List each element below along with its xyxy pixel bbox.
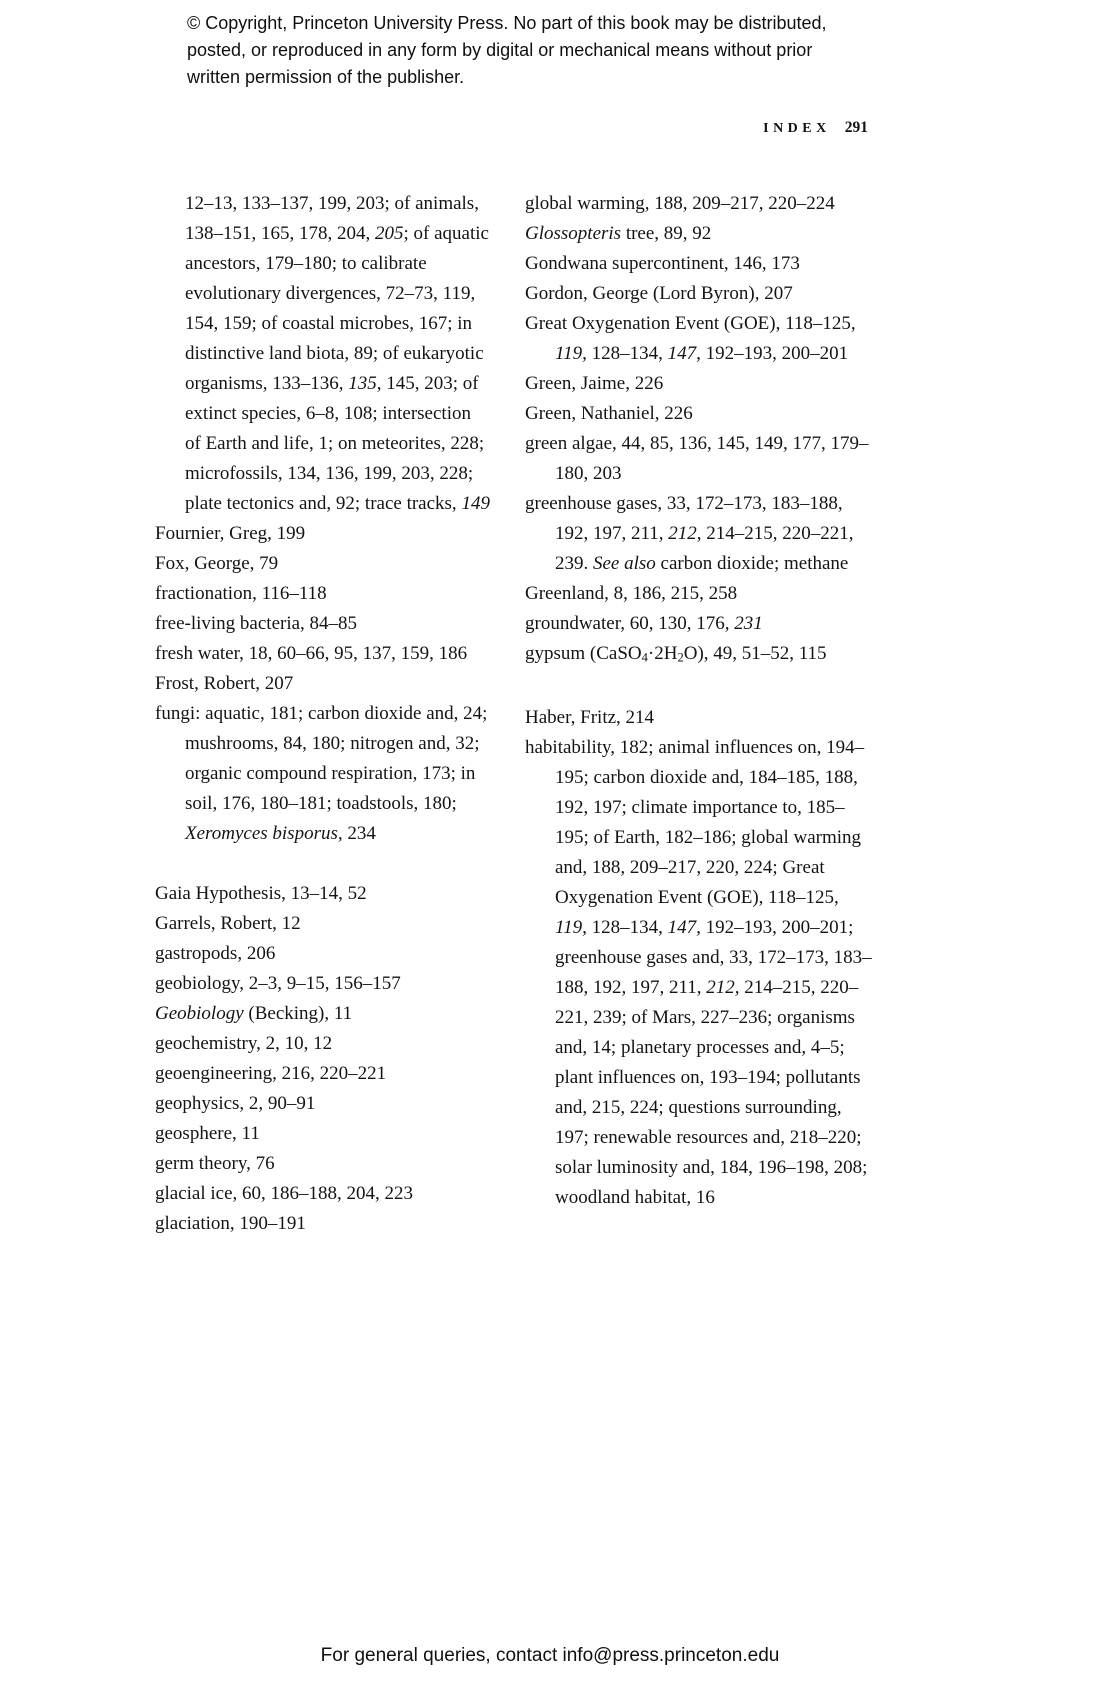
entry-text: glacial ice, 60, 186–188, 204, 223: [155, 1183, 414, 1204]
entry-text: geosphere, 11: [155, 1123, 260, 1144]
entry-text-italic: 231: [734, 613, 763, 634]
index-entry: [155, 519, 490, 549]
page-number: 291: [844, 119, 868, 136]
entry-text-italic: Geobiology: [155, 1003, 244, 1024]
entry-text-italic: 149: [461, 493, 490, 514]
index-entry: [155, 579, 490, 609]
entry-text-italic: See also: [593, 553, 656, 574]
index-entry: [155, 879, 490, 909]
index-entry: [155, 909, 490, 939]
entry-text-italic: 119,: [555, 916, 587, 938]
entry-text: , 214–215, 220–221, 239.: [555, 523, 854, 574]
index-entry: [155, 639, 490, 669]
entry-text-italic: 205: [375, 223, 404, 244]
entry-text-italic: 147,: [667, 343, 701, 364]
entry-text: geoengineering, 216, 220–221: [155, 1063, 387, 1084]
index-entry: [155, 1089, 490, 1119]
index-entry: [525, 733, 875, 1213]
entry-text-italic: 212,: [706, 976, 740, 998]
entry-text: Garrels, Robert, 12: [155, 913, 301, 934]
entry-group-gap: [525, 673, 875, 703]
entry-text: 214–215, 220–221, 239; of Mars, 227–236; organisms and, 14; planetary processes and, 4–5; plant influences on, 193–194; pollutants and, 215, 224; questions surrounding, 197; renewable resources and, 218–220; solar luminosity and, 184, 196–198, 208; woodland habitat, 16: [555, 976, 868, 1208]
index-entry: [155, 999, 490, 1029]
entry-text: fungi: aquatic, 181; carbon dioxide and, 24; mushrooms, 84, 180; nitrogen and, 32; organic compound respiration, 173; in soil, 176, 180–181; toadstools, 180;: [155, 703, 488, 814]
entry-text: Fox, George, 79: [155, 553, 279, 574]
index-entry: [525, 249, 875, 279]
entry-text: 145, 203; of extinct species, 6–8, 108; intersection of Earth and life, 1; on meteorites, 228; microfossils, 134, 136, 199, 203, 228; plate tectonics and, 92; trace tracks,: [185, 373, 485, 514]
entry-text: carbon dioxide; methane: [655, 553, 849, 574]
index-entry: [525, 369, 875, 399]
entry-text: green algae, 44, 85, 136, 145, 149, 177, 179–180, 203: [525, 433, 869, 484]
index-entry: [155, 609, 490, 639]
entry-text: geochemistry, 2, 10, 12: [155, 1033, 333, 1054]
entry-text: gastropods, 206: [155, 943, 276, 964]
entry-text-italic: Xeromyces bisporus,: [185, 823, 343, 844]
entry-text: geobiology, 2–3, 9–15, 156–157: [155, 973, 401, 994]
entry-group-gap: [155, 849, 490, 879]
entry-text: (Becking), 11: [243, 1003, 353, 1024]
index-entry: [525, 609, 875, 639]
entry-text: Greenland, 8, 186, 215, 258: [525, 583, 738, 604]
entry-text: 192–193, 200–201: [700, 343, 849, 364]
index-entry: [155, 1209, 490, 1239]
entry-text: groundwater, 60, 130, 176,: [525, 613, 735, 634]
entry-text: Frost, Robert, 207: [155, 673, 294, 694]
index-column-left: [155, 189, 490, 1239]
index-entry: [155, 1149, 490, 1179]
entry-text: ·2H: [647, 643, 678, 664]
entry-text: fractionation, 116–118: [155, 583, 327, 604]
index-column-right: [525, 189, 875, 1213]
entry-text: habitability, 182; animal influences on, 194–195; carbon dioxide and, 184–185, 188, 192, 197; climate importance to, 185–195; of Earth, 182–186; global warming and, 188, 209–217, 220, 224; Great Oxygenation Event (GOE), 118–125,: [525, 736, 865, 908]
entry-text: Green, Jaime, 226: [525, 373, 664, 394]
index-entry: [155, 1119, 490, 1149]
entry-text: 128–134,: [586, 343, 668, 364]
index-entry: [155, 1179, 490, 1209]
entry-text: gypsum (CaSO: [525, 643, 642, 664]
entry-text: 192–193, 200–201; greenhouse gases and, 33, 172–173, 183–188, 192, 197, 211,: [555, 916, 872, 998]
index-entry: [155, 969, 490, 999]
entry-text: 12–13, 133–137, 199, 203; of animals, 138–151, 165, 178, 204,: [185, 193, 479, 244]
entry-text: 128–134,: [586, 916, 668, 938]
entry-text-italic: 212: [668, 523, 697, 544]
index-entry: [155, 699, 490, 849]
footer-contact: For general queries, contact info@press.princeton.edu: [320, 1645, 780, 1666]
index-entry: [155, 669, 490, 699]
index-entry: [155, 939, 490, 969]
entry-text: Gondwana supercontinent, 146, 173: [525, 253, 800, 274]
entry-text: geophysics, 2, 90–91: [155, 1093, 316, 1114]
index-entry: [525, 279, 875, 309]
entry-text: ; of aquatic ancestors, 179–180; to calibrate evolutionary divergences, 72–73, 119, 154, 159; of coastal microbes, 167; in distinctive land biota, 89; of eukaryotic organisms, 133–136,: [185, 223, 489, 394]
index-entry: [155, 1059, 490, 1089]
entry-text: Great Oxygenation Event (GOE), 118–125,: [525, 313, 856, 334]
index-entry: [525, 309, 875, 369]
index-entry: [525, 579, 875, 609]
entry-text: Haber, Fritz, 214: [525, 706, 655, 728]
entry-text: global warming, 188, 209–217, 220–224: [525, 193, 835, 214]
index-entry: [525, 639, 875, 673]
entry-text: greenhouse gases, 33, 172–173, 183–188, 192, 197, 211,: [525, 493, 843, 544]
entry-text-italic: 135,: [348, 373, 382, 394]
index-entry: [525, 489, 875, 579]
index-entry: [155, 1029, 490, 1059]
entry-text-italic: 147,: [667, 916, 701, 938]
entry-text-italic: Glossopteris: [525, 223, 622, 244]
index-entry: [525, 429, 875, 489]
index-entry: [525, 219, 875, 249]
entry-text: Gordon, George (Lord Byron), 207: [525, 283, 793, 304]
entry-text-subscript: 4: [641, 650, 648, 665]
index-entry: [155, 549, 490, 579]
index-entry: [525, 399, 875, 429]
entry-text: glaciation, 190–191: [155, 1213, 306, 1234]
running-head: [155, 119, 868, 137]
entry-text: germ theory, 76: [155, 1153, 275, 1174]
index-entry: [525, 703, 875, 733]
index-entry: [525, 189, 875, 219]
index-entry-continuation: [155, 189, 490, 519]
entry-text: Gaia Hypothesis, 13–14, 52: [155, 883, 367, 904]
entry-text: Fournier, Greg, 199: [155, 523, 306, 544]
entry-text: O), 49, 51–52, 115: [683, 643, 827, 664]
entry-text: free-living bacteria, 84–85: [155, 613, 358, 634]
entry-text: Green, Nathaniel, 226: [525, 403, 693, 424]
entry-text: 234: [342, 823, 376, 844]
entry-text: tree, 89, 92: [621, 223, 712, 244]
copyright-notice: © Copyright, Princeton University Press. No part of this book may be distributed, posted, or reproduced in any form by digital or mechanical means without prior written permission of the publisher.: [187, 13, 827, 87]
entry-text-italic: 119,: [555, 343, 587, 364]
index-heading: INDEX: [763, 121, 831, 136]
entry-text-subscript: 2: [677, 650, 684, 665]
entry-text: fresh water, 18, 60–66, 95, 137, 159, 186: [155, 643, 468, 664]
